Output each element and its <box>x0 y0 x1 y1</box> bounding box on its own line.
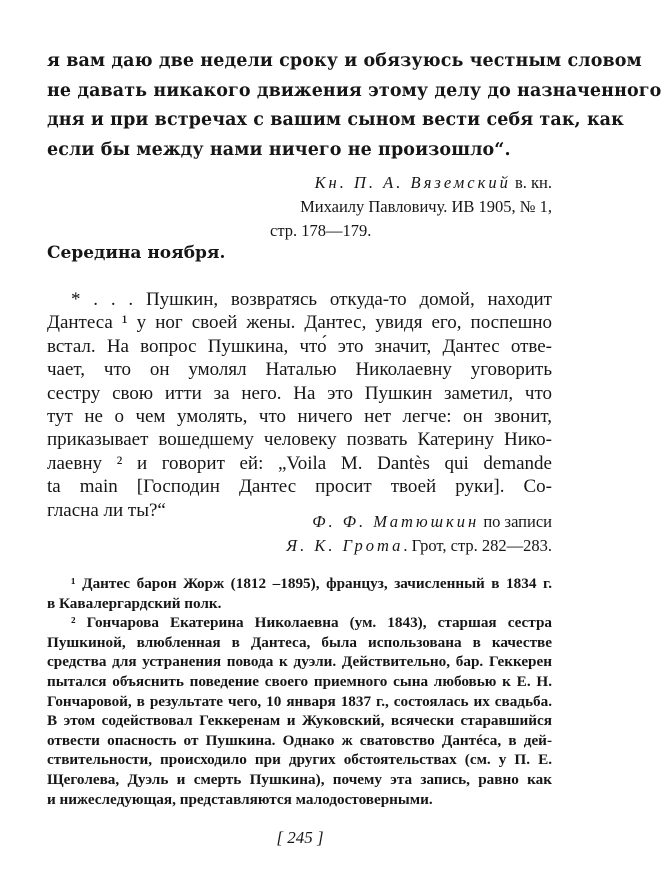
text-line: сестру свою итти за него. На это Пушкин заметил, что <box>47 382 552 404</box>
text-line: я вам даю две недели сроку и обязуюсь честным словом <box>47 51 642 71</box>
text-line: приказывает вошедшему человеку позвать Катерину Нико- <box>47 429 552 451</box>
footnote-line: Щеголева, Дуэль и смерть Пушкина), почему эта запись, равно как <box>47 770 552 788</box>
quote-paragraph <box>47 47 661 165</box>
footnote-line: ¹ Дантес барон Жорж (1812 –1895), француз, зачисленный в 1834 г. <box>71 575 552 592</box>
text-line: Дантеса ¹ у ног своей жены. Дантес, увидя его, поспешно <box>47 312 552 334</box>
footnote-line: ствительности, происходило при других обстоятельствах (см. у П. Е. <box>47 751 552 769</box>
footnote-line: в Кавалергардский полк. <box>47 594 222 612</box>
footnote-line: В этом содействовал Геккеренам и Жуковский, всячески старавшийся <box>47 712 552 730</box>
footnotes <box>47 574 552 809</box>
footnote-line: пытался объяснить поведение своего приемного сына любовью к Е. Н. <box>47 672 552 690</box>
source-text: по записи <box>479 512 552 531</box>
text-line: если бы между нами ничего не произошло“. <box>47 139 511 160</box>
page-number: [ 245 ] <box>276 828 324 847</box>
body-paragraph <box>47 288 552 522</box>
source-author: Ф. Ф. Матюшкин <box>312 512 480 531</box>
text-line: встал. На вопрос Пушкина, что́ это значит, Дантес отве- <box>47 335 552 357</box>
text-line: не давать никакого движения этому делу до назначенного <box>47 80 661 101</box>
source-attribution-1 <box>270 171 552 243</box>
source-text: . Грот, стр. 282—283. <box>403 536 552 555</box>
source-text: стр. 178—179. <box>270 221 372 240</box>
footnote-line: ² Гончарова Екатерина Николаевна (ум. 1843), старшая сестра <box>71 614 552 632</box>
text-line: лаевну ² и говорит ей: „Voila M. Dantès qui demande <box>47 452 552 474</box>
text-line: ta main [Господин Дантес просит твоей руки]. Со- <box>47 476 552 498</box>
footnote-line: Гончаровой, в результате чего, 10 января 1837 г., состоялась их свадьба. <box>47 692 552 710</box>
footnote-line: и нижеследующая, представляются малодостоверными. <box>47 790 433 808</box>
section-heading: Середина ноября. <box>47 243 226 263</box>
text-line: тут не о чем умолять, что ничего нет легче: он звонит, <box>47 405 552 427</box>
source-text: в. кн. <box>510 173 552 192</box>
footnote-line: средства для устранения повода к дуэли. Действительно, бар. Геккерен <box>47 653 552 671</box>
text-line: * . . . Пушкин, возвратясь откуда-то домой, находит <box>71 289 552 310</box>
footnote-line: отвести опасность от Пушкина. Однако ж сватовство Дантéса, в дей- <box>47 731 552 749</box>
source-attribution-2 <box>286 510 552 558</box>
source-author: Я. К. Грота <box>286 536 404 555</box>
text-line: чает, что он умолял Наталью Николаевну уговорить <box>47 359 552 381</box>
source-text: Михаилу Павловичу. ИВ 1905, № 1, <box>300 197 552 216</box>
footnote-line: Пушкиной, влюбленная в Дантеса, была использована в качестве <box>47 633 552 651</box>
text-line: гласна ли ты?“ <box>47 499 166 521</box>
text-line: дня и при встречах с вашим сыном вести себя так, как <box>47 110 624 130</box>
source-author: Кн. П. А. Вяземский <box>314 173 511 192</box>
